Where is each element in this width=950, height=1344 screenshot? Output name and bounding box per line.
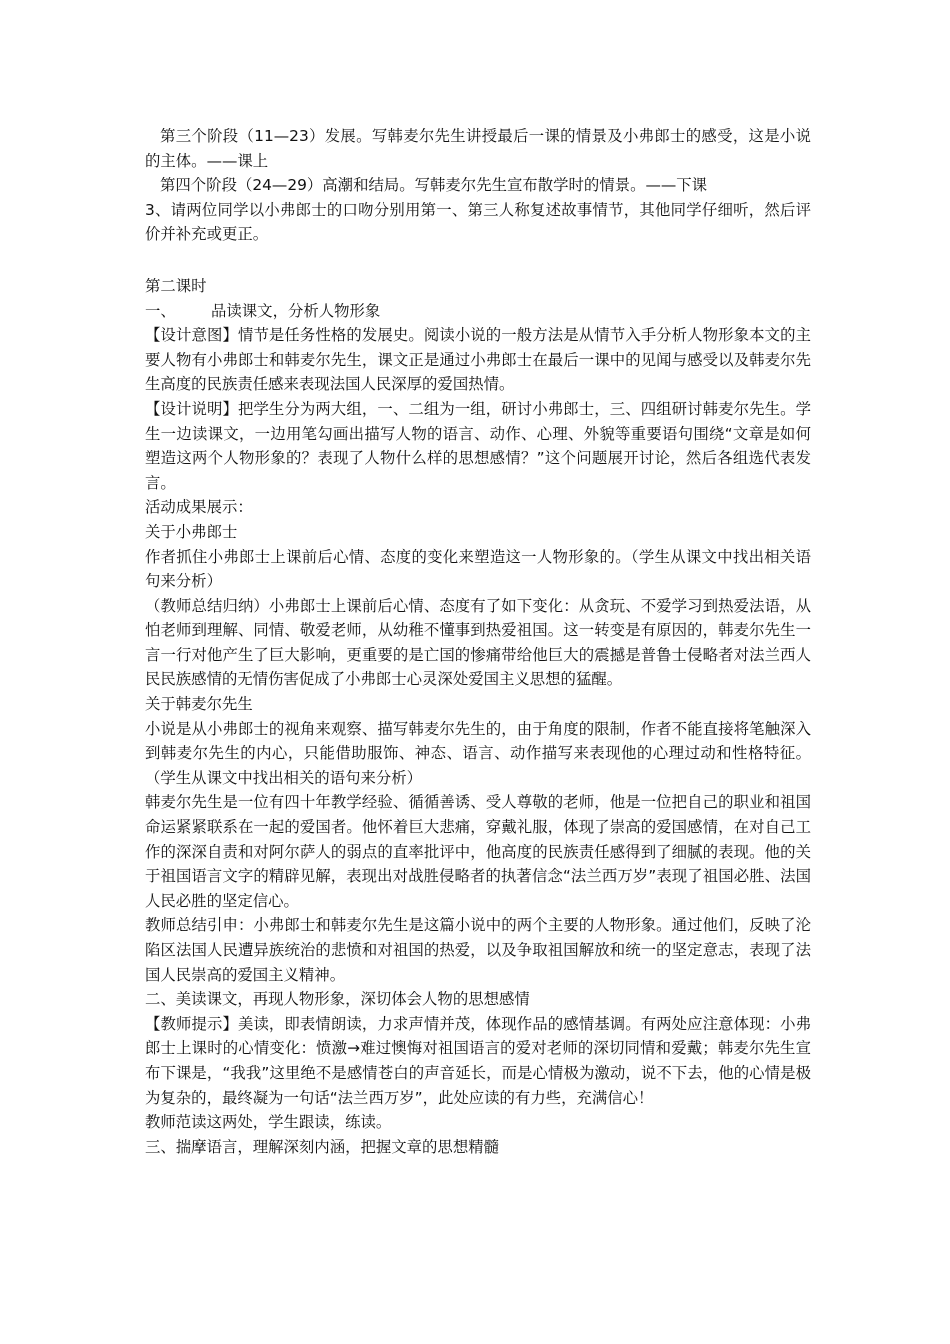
- franz-heading: 关于小弗郎士: [145, 522, 238, 541]
- design-intent-text: 情节是任务性格的发展史。阅读小说的一般方法是从情节入手分析人物形象本文的主要人物有小弗郎士和韩麦尔先生，课文正是通过小弗郎士在最后一课中的见闻与感受以及韩麦尔先生高度的民族责任感来表现法国人民深厚的爱国热情。: [145, 326, 811, 394]
- design-explanation-paragraph: [145, 397, 811, 495]
- design-intent-paragraph: [145, 323, 811, 397]
- franz-paragraph-two: （教师总结归纳）小弗郎士上课前后心情、态度有了如下变化：从贪玩、不爱学习到热爱法语，从怕老师到理解、同情、敬爱老师，从幼稚不懂事到热爱祖国。这一转变是有原因的，韩麦尔先生一言一行对他产生了巨大影响，更重要的是亡国的惨痛带给他巨大的震撼是普鲁士侵略者对法兰西人民民族感情的无情伤害促成了小弗郎士心灵深处爱国主义思想的猛醒。: [145, 596, 811, 689]
- part-one-heading-text: 品读课文，分析人物形象: [211, 301, 381, 320]
- hamel-paragraph-one: 小说是从小弗郎士的视角来观察、描写韩麦尔先生的，由于角度的限制，作者不能直接将笔触深入到韩麦尔先生的内心，只能借助服饰、神态、语言、动作描写来表现他的心理过动和性格特征。（学生从课文中找出相关的语句来分析）: [145, 719, 811, 787]
- teacher-hint-paragraph: [145, 1012, 811, 1110]
- design-intent-label: 【设计意图】: [145, 326, 238, 345]
- document-body: [145, 124, 811, 1159]
- stage-three-paragraph: 第三个阶段（11—23）发展。写韩麦尔先生讲授最后一课的情景及小弗郎士的感受，这是小说的主体。——课上: [145, 127, 811, 170]
- design-explanation-text: 把学生分为两大组，一、二组为一组，研讨小弗郎士，三、四组研讨韩麦尔先生。学生一边读课文，一边用笔勾画出描写人物的语言、动作、心理、外貌等重要语句围绕“文章是如何塑造这两个人物形象的？表现了人物什么样的思想感情？”这个问题展开讨论，然后各组选代表发言。: [145, 399, 811, 492]
- part-two-heading: 二、美读课文，再现人物形象，深切体会人物的思想感情: [145, 990, 530, 1009]
- hamel-paragraph-two: 韩麦尔先生是一位有四十年教学经验、循循善诱、受人尊敬的老师，他是一位把自己的职业和祖国命运紧紧联系在一起的爱国者。他怀着巨大悲痛，穿戴礼服，体现了崇高的爱国感情，在对自己工作的深深自责和对阿尔萨人的弱点的直率批评中，他高度的民族责任感得到了细腻的表现。他的关于祖国语言文字的精辟见解，表现出对战胜侵略者的执著信念“法兰西万岁”表现了祖国必胜、法国人民必胜的坚定信心。: [145, 793, 811, 910]
- teacher-hint-text: 美读，即表情朗读，力求声情并茂，体现作品的感情基调。有两处应注意体现：小弗郎士上课时的心情变化：愤激→难过懊悔对祖国语言的爱对老师的深切同情和爱戴；韩麦尔先生宣布下课是，“我我”这里绝不是感情苍白的声音延长，而是心情极为激动，说不下去，他的心情是极为复杂的，最终凝为一句话“法兰西万岁”，此处应读的有力些，充满信心！: [145, 1014, 811, 1107]
- franz-paragraph-one: 作者抓住小弗郎士上课前后心情、态度的变化来塑造这一人物形象的。（学生从课文中找出相关语句来分析）: [145, 547, 811, 591]
- teacher-summary-paragraph: 教师总结引申：小弗郎士和韩麦尔先生是这篇小说中的两个主要的人物形象。通过他们，反映了沦陷区法国人民遭异族统治的悲愤和对祖国的热爱，以及争取祖国解放和统一的坚定意志，表现了法国人民崇高的爱国主义精神。: [145, 916, 811, 984]
- part-one-heading: [145, 299, 811, 324]
- part-one-number: 一、: [145, 301, 176, 320]
- hamel-heading: 关于韩麦尔先生: [145, 695, 253, 714]
- model-reading-paragraph: 教师范读这两处，学生跟读，练读。: [145, 1113, 392, 1132]
- stage-four-paragraph: 第四个阶段（24—29）高潮和结局。写韩麦尔先生宣布散学时的情景。——下课: [160, 176, 708, 195]
- activity-results-label: 活动成果展示：: [145, 498, 253, 517]
- design-explanation-label: 【设计说明】: [145, 399, 238, 418]
- lesson-two-title: 第二课时: [145, 276, 207, 295]
- teacher-hint-label: 【教师提示】: [145, 1014, 238, 1033]
- blank-line: [145, 247, 811, 274]
- retell-instruction-paragraph: 3、请两位同学以小弗郎士的口吻分别用第一、第三人称复述故事情节，其他同学仔细听，然后评价并补充或更正。: [145, 200, 811, 244]
- part-three-heading: 三、揣摩语言，理解深刻内涵，把握文章的思想精髓: [145, 1137, 499, 1156]
